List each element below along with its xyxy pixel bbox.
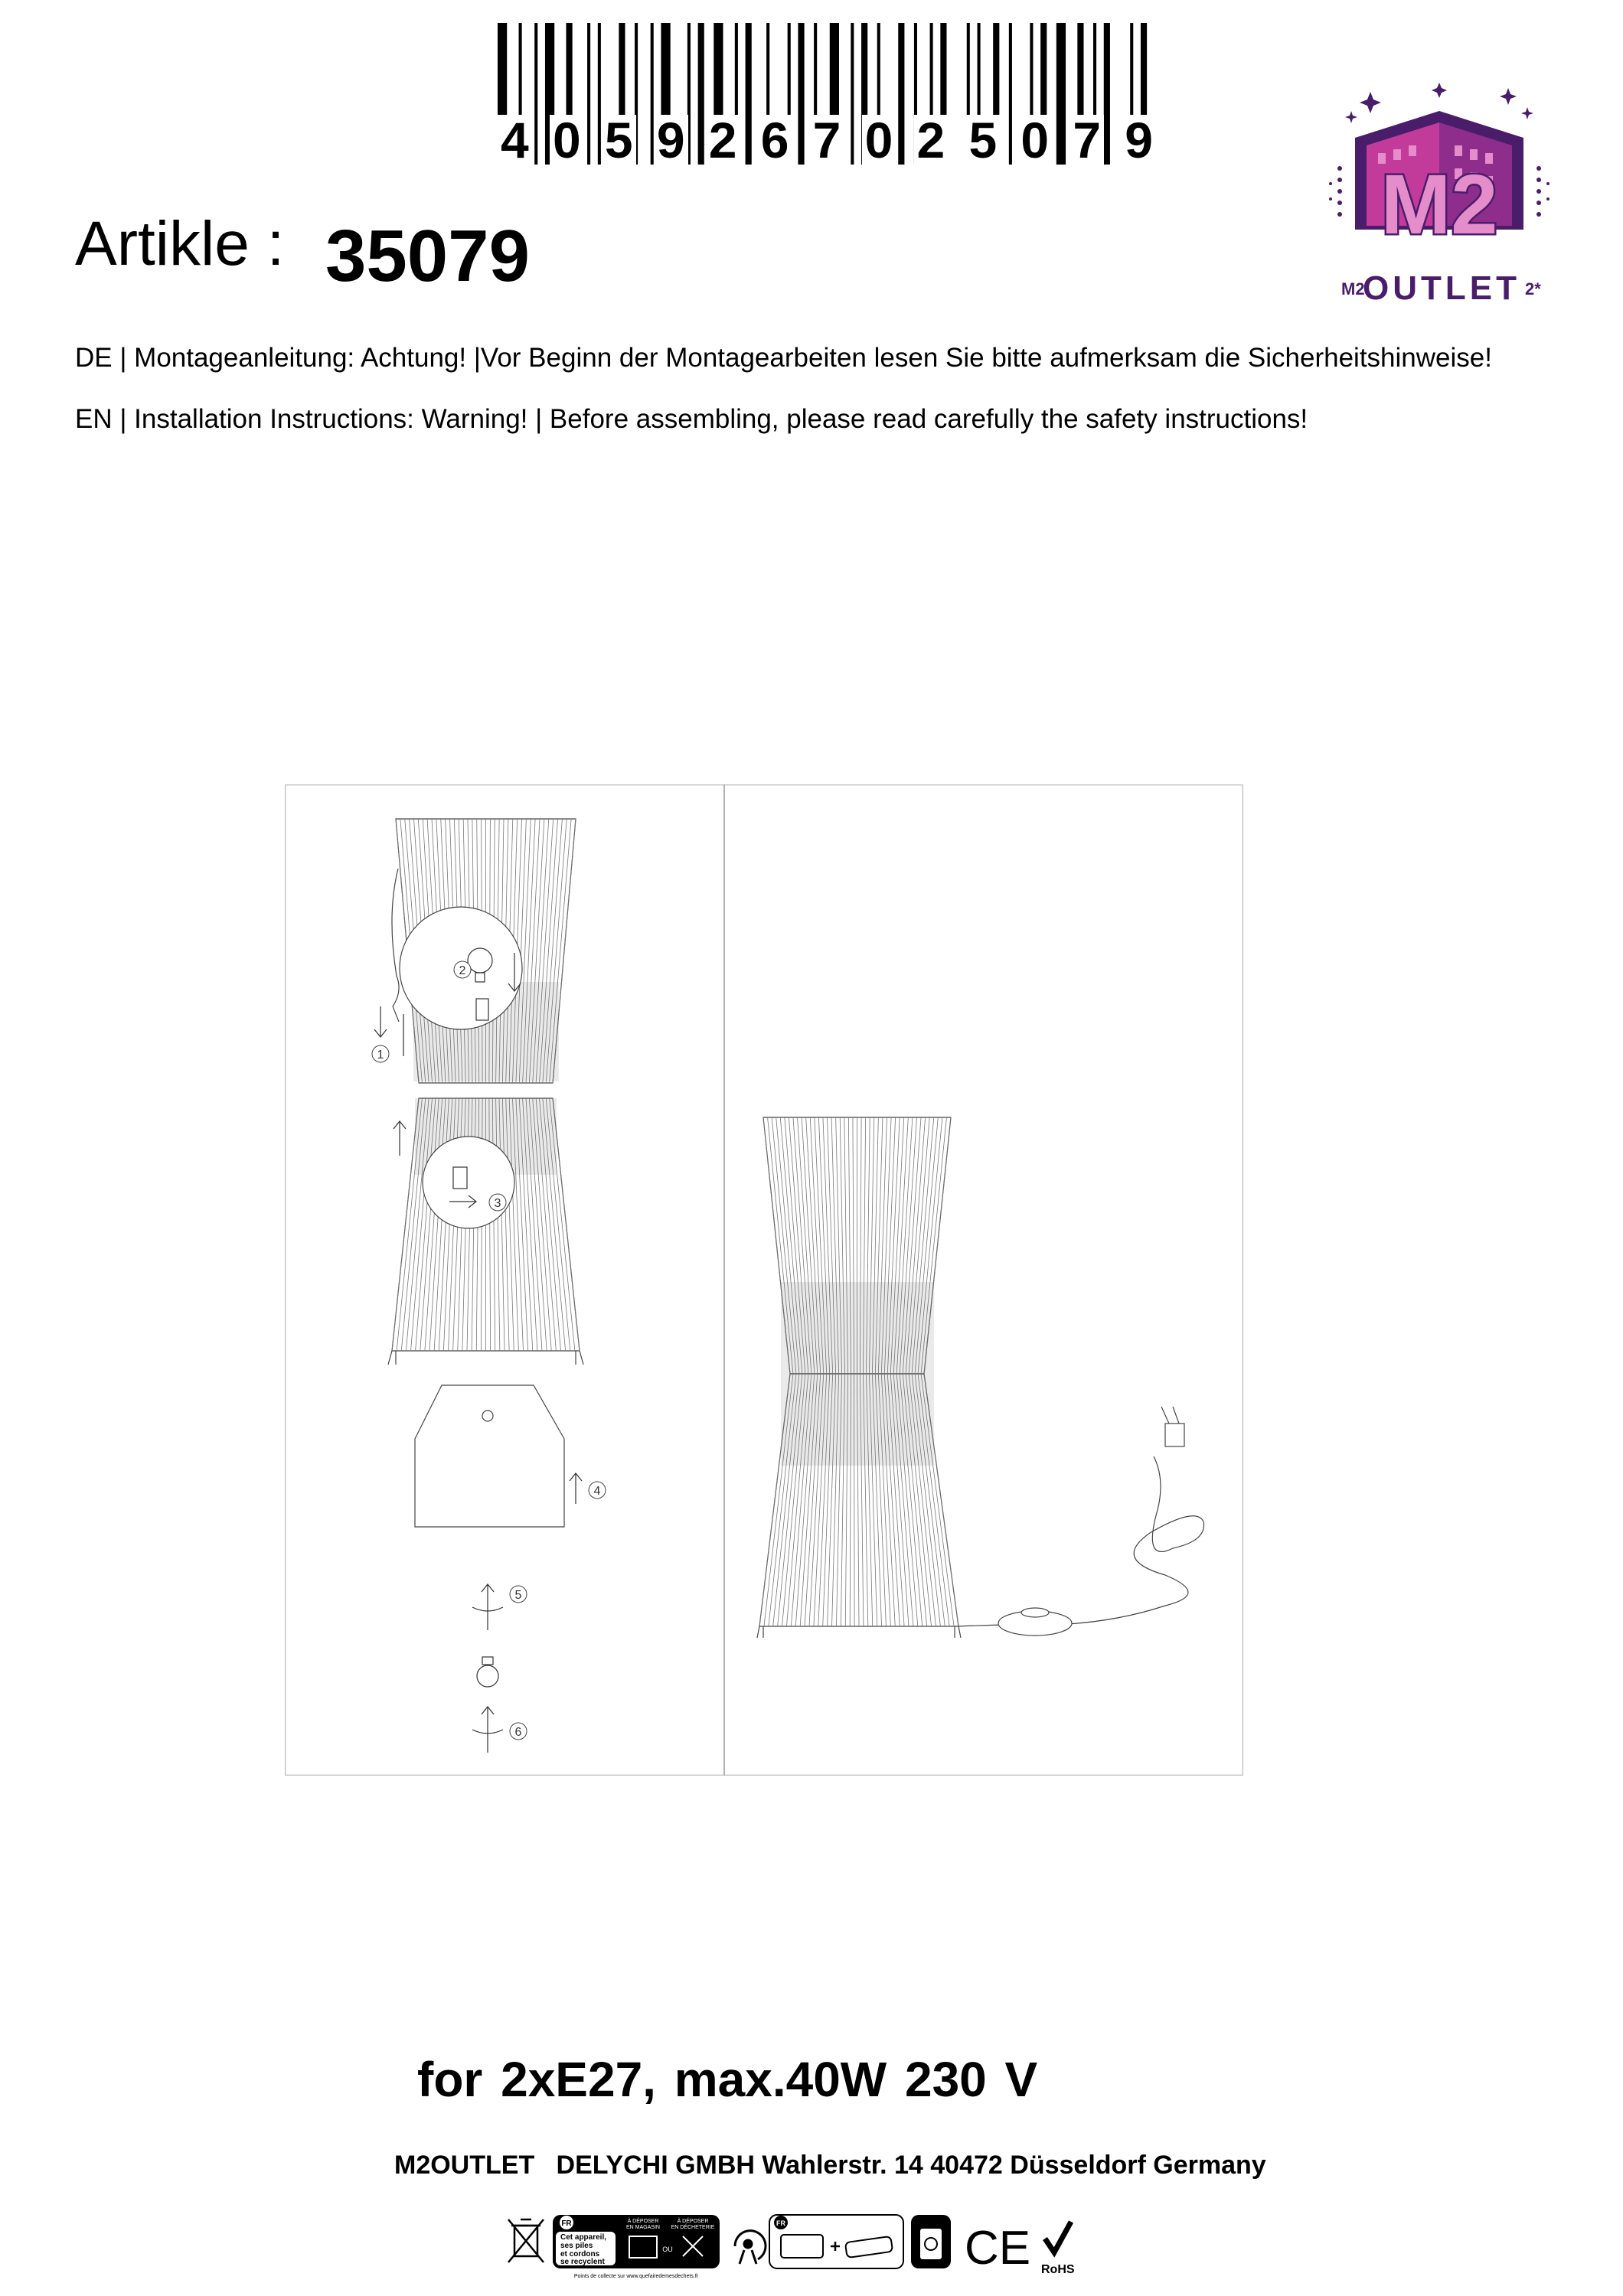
power-cord	[958, 1456, 1204, 1626]
instructions-de: DE | Montageanleitung: Achtung! |Vor Beginn der Montagearbeiten lesen Sie bitte aufmerksam die Sicherheitshinweise!	[75, 343, 1492, 373]
barcode-digit: 9	[654, 115, 688, 168]
specifications: for 2xE27, max.40W 230 V	[417, 2052, 1038, 2107]
logo-right-mark: 2*	[1525, 279, 1541, 298]
barcode-digit: 5	[965, 115, 1000, 168]
assembled-lamp	[757, 1117, 1204, 1638]
barcode-digit: 4	[498, 115, 532, 168]
shade-string	[392, 1098, 419, 1351]
step-marker-3	[489, 1194, 506, 1211]
arrow-up-icon	[394, 1121, 406, 1156]
barcode-digit: 5	[602, 115, 636, 168]
triman-icon	[735, 2231, 766, 2264]
shade-string	[553, 1098, 580, 1351]
assembly-diagram	[285, 784, 1243, 1776]
svg-text:OU: OU	[662, 2245, 673, 2253]
svg-text:RoHS: RoHS	[1041, 2263, 1075, 2276]
barcode-digit: 7	[810, 115, 844, 168]
barcode-digit: 0	[1017, 115, 1052, 168]
barcode-digit: 9	[1122, 115, 1156, 168]
lower-shade	[388, 1098, 583, 1365]
barcode-digit: 6	[758, 115, 792, 168]
svg-text:Points de collecte sur www.que: Points de collecte sur www.quefairedemesdechets.fr	[573, 2274, 699, 2279]
step-marker-2	[454, 961, 471, 978]
svg-text:6: 6	[514, 1726, 522, 1739]
svg-text:2: 2	[459, 964, 466, 977]
barcode-digit: 0	[550, 115, 584, 168]
company-address: M2OUTLET DELYCHI GMBH Wahlerstr. 14 40472 Düsseldorf Germany	[394, 2151, 1266, 2180]
svg-text:À DÉPOSER: À DÉPOSER	[627, 2219, 659, 2224]
svg-text:À DÉPOSER: À DÉPOSER	[677, 2219, 709, 2224]
svg-text:FR: FR	[561, 2219, 572, 2228]
fr-recycling-info	[553, 2215, 720, 2279]
barcode-digit: 2	[706, 115, 740, 168]
arrow-down-icon	[374, 1006, 387, 1037]
hand-drawing	[392, 869, 399, 1022]
barcode-digit: 0	[862, 115, 896, 168]
svg-text:FR: FR	[776, 2219, 785, 2227]
logo-left-mark: M2	[1341, 279, 1365, 298]
plug-icon	[1161, 1407, 1184, 1446]
svg-text:3: 3	[494, 1197, 501, 1210]
recycle-bin-icon	[911, 2215, 951, 2268]
svg-text:EN MAGASIN: EN MAGASIN	[626, 2225, 660, 2230]
svg-text:Cet appareil,: Cet appareil,	[560, 2233, 607, 2242]
svg-text:4: 4	[593, 1485, 601, 1498]
article-number: 35079	[325, 215, 530, 297]
step-marker-5	[510, 1586, 527, 1603]
battery-charger-icon	[769, 2215, 903, 2268]
crossed-bin-icon	[508, 2219, 544, 2262]
svg-text:5: 5	[514, 1589, 522, 1602]
logo-brand-text: OUTLET	[1363, 269, 1520, 307]
svg-text:1: 1	[377, 1049, 384, 1062]
screw-arrow-icon	[472, 1584, 503, 1630]
ce-mark: CE	[965, 2222, 1031, 2275]
barcode-digit: 7	[1069, 115, 1104, 168]
lamp-base	[415, 1385, 564, 1527]
exploded-view	[374, 819, 583, 1753]
svg-text:se recyclent: se recyclent	[560, 2258, 605, 2266]
step-marker-6	[510, 1723, 527, 1740]
compliance-marks	[505, 2212, 1118, 2281]
article-label: Artikle :	[75, 209, 285, 279]
detail-circle-3	[423, 1137, 514, 1228]
rohs-mark	[1041, 2222, 1075, 2276]
step-marker-1	[372, 1045, 389, 1062]
arrow-up-icon	[570, 1473, 582, 1504]
svg-text:ses piles: ses piles	[560, 2242, 593, 2250]
barcode-digit: 2	[914, 115, 949, 168]
screw-arrow-icon	[472, 1707, 503, 1753]
barcode-digits	[490, 112, 1164, 168]
logo-m2-text: M2	[1380, 158, 1498, 252]
svg-text:EN DÉCHETERIE: EN DÉCHETERIE	[671, 2225, 715, 2230]
instructions-en: EN | Installation Instructions: Warning! | Before assembling, please read carefully the safety instructions!	[75, 404, 1308, 434]
step-marker-4	[589, 1482, 606, 1499]
bulb-icon	[477, 1657, 498, 1687]
svg-text:et cordons: et cordons	[560, 2250, 600, 2258]
